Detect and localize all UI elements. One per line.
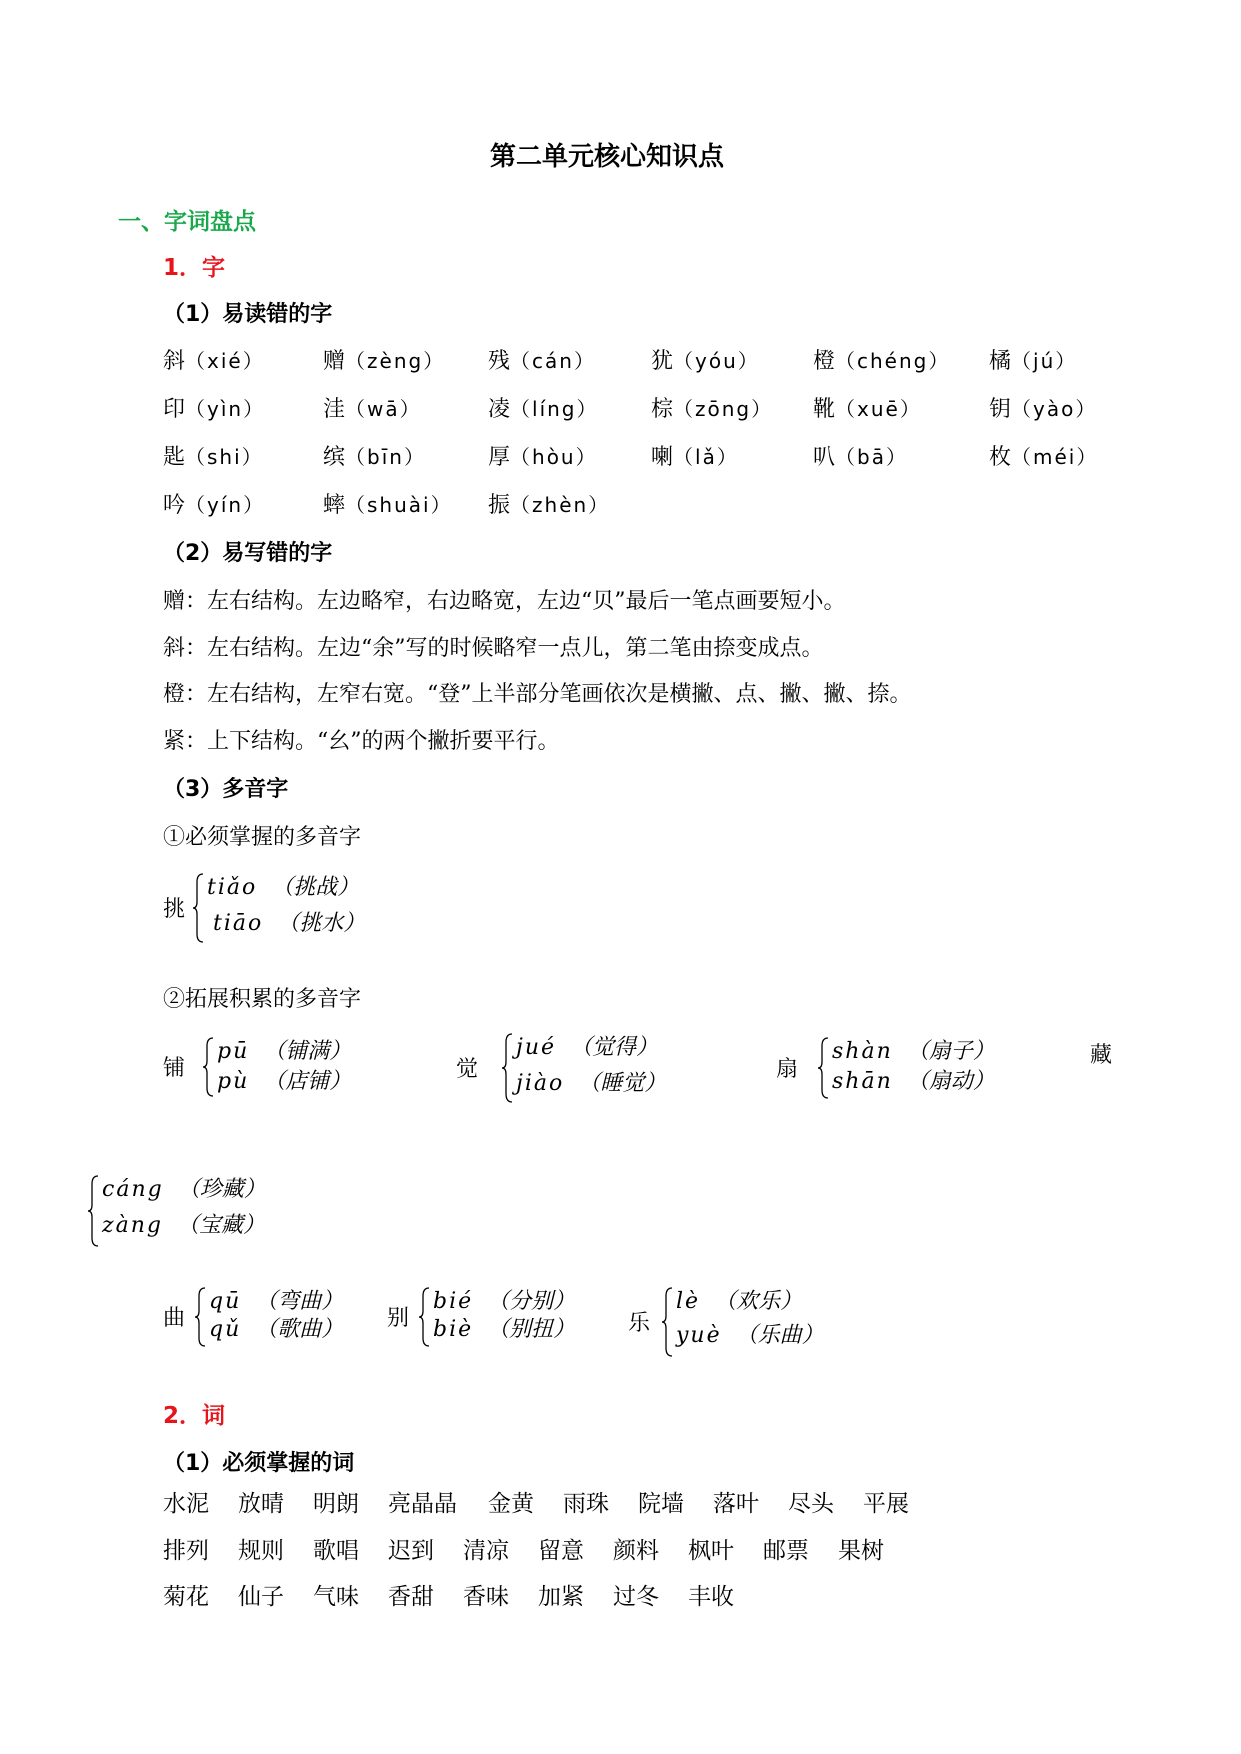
word-row bbox=[163, 1578, 763, 1611]
reading-pinyin: jiào bbox=[516, 1071, 565, 1096]
misread-char: 橘 bbox=[989, 349, 1012, 374]
misread-item bbox=[488, 482, 610, 529]
word-item: 平展 bbox=[863, 1491, 909, 1517]
misread-item bbox=[813, 386, 922, 433]
misread-pinyin: （bā） bbox=[835, 445, 908, 469]
polyphonic-reading bbox=[213, 906, 365, 937]
word-item: 规则 bbox=[238, 1538, 284, 1564]
misread-char: 钥 bbox=[989, 397, 1012, 422]
polyphonic-reading bbox=[102, 1208, 265, 1239]
reading-pinyin: yuè bbox=[676, 1323, 722, 1348]
word-item: 迟到 bbox=[388, 1538, 434, 1564]
word-item: 丰收 bbox=[688, 1584, 734, 1610]
misread-item bbox=[323, 386, 422, 433]
misread-item bbox=[813, 338, 950, 385]
misread-item bbox=[488, 338, 596, 385]
misread-char: 振 bbox=[488, 493, 511, 518]
polyphonic-char: 曲 bbox=[163, 1306, 186, 1331]
part-heading-words: 2．词 bbox=[163, 1403, 226, 1429]
sub-heading-must-words: （1）必须掌握的词 bbox=[163, 1451, 355, 1476]
misread-char: 缤 bbox=[323, 445, 346, 470]
brace-icon bbox=[195, 1286, 209, 1348]
reading-word: （扇子） bbox=[906, 1039, 995, 1064]
misread-pinyin: （yào） bbox=[1011, 397, 1098, 421]
word-item: 雨珠 bbox=[563, 1491, 609, 1517]
word-item: 颜料 bbox=[613, 1538, 659, 1564]
misread-pinyin: （shi） bbox=[185, 445, 264, 469]
misread-pinyin: （cán） bbox=[510, 349, 596, 373]
reading-word: （欢乐） bbox=[714, 1289, 803, 1314]
word-item: 菊花 bbox=[163, 1584, 209, 1610]
miswrite-line: 紧：上下结构。“幺”的两个撇折要平行。 bbox=[163, 729, 560, 754]
polyphonic-reading bbox=[209, 1284, 343, 1315]
word-item: 留意 bbox=[538, 1538, 584, 1564]
reading-pinyin: zàng bbox=[102, 1213, 163, 1238]
reading-pinyin: tiāo bbox=[213, 911, 264, 936]
polyphonic-reading bbox=[832, 1034, 995, 1065]
polyphonic-reading bbox=[516, 1066, 666, 1097]
word-item: 加紧 bbox=[538, 1584, 584, 1610]
polyphonic-reading bbox=[207, 870, 359, 901]
misread-item bbox=[323, 482, 453, 529]
misread-char: 残 bbox=[488, 349, 511, 374]
word-item: 亮晶晶 bbox=[388, 1491, 457, 1517]
misread-pinyin: （lǎ） bbox=[673, 445, 739, 469]
misread-item bbox=[323, 434, 426, 481]
misread-pinyin: （hòu） bbox=[510, 445, 598, 469]
misread-item bbox=[651, 338, 760, 385]
brace-icon bbox=[193, 872, 207, 944]
reading-word: （别扭） bbox=[487, 1317, 576, 1342]
misread-pinyin: （zōng） bbox=[673, 397, 774, 421]
misread-pinyin: （shuài） bbox=[345, 493, 453, 517]
misread-item bbox=[323, 338, 445, 385]
reading-pinyin: bié bbox=[433, 1289, 474, 1314]
polyphonic-reading bbox=[217, 1064, 351, 1095]
page-title: 第二单元核心知识点 bbox=[490, 142, 725, 172]
word-item: 排列 bbox=[163, 1538, 209, 1564]
sub-heading-polyphonic: （3）多音字 bbox=[163, 777, 289, 802]
misread-item bbox=[163, 386, 265, 433]
polyphonic-char: 觉 bbox=[456, 1057, 479, 1082]
polyphonic-reading bbox=[217, 1034, 351, 1065]
polyphonic-char: 藏 bbox=[1090, 1043, 1113, 1068]
reading-word: （珍藏） bbox=[177, 1177, 266, 1202]
sub-heading-miswrite: （2）易写错的字 bbox=[163, 541, 333, 566]
reading-pinyin: pù bbox=[217, 1069, 250, 1094]
misread-item bbox=[813, 434, 908, 481]
miswrite-line: 斜：左右结构。左边“余”写的时候略窄一点儿，第二笔由捺变成点。 bbox=[163, 636, 824, 661]
misread-item bbox=[163, 338, 265, 385]
reading-word: （弯曲） bbox=[255, 1289, 344, 1314]
misread-char: 橙 bbox=[813, 349, 836, 374]
polyphonic-reading bbox=[676, 1284, 802, 1315]
word-item: 过冬 bbox=[613, 1584, 659, 1610]
word-row bbox=[163, 1485, 938, 1518]
reading-word: （宝藏） bbox=[176, 1213, 265, 1238]
brace-icon bbox=[662, 1286, 676, 1358]
misread-char: 洼 bbox=[323, 397, 346, 422]
word-item: 香味 bbox=[463, 1584, 509, 1610]
reading-pinyin: qǔ bbox=[209, 1317, 242, 1342]
part-heading-characters: 1．字 bbox=[163, 255, 226, 281]
miswrite-line: 橙：左右结构，左窄右宽。“登”上半部分笔画依次是横撇、点、撇、撇、捺。 bbox=[163, 682, 912, 707]
reading-pinyin: shàn bbox=[832, 1039, 893, 1064]
misread-char: 蟀 bbox=[323, 493, 346, 518]
reading-word: （分别） bbox=[487, 1289, 576, 1314]
reading-pinyin: biè bbox=[433, 1317, 474, 1342]
polyphonic-reading bbox=[209, 1312, 343, 1343]
reading-pinyin: pū bbox=[217, 1039, 250, 1064]
reading-pinyin: tiǎo bbox=[207, 875, 258, 900]
reading-word: （乐曲） bbox=[735, 1323, 824, 1348]
misread-char: 吟 bbox=[163, 493, 186, 518]
polyphonic-reading bbox=[433, 1312, 575, 1343]
misread-pinyin: （yìn） bbox=[185, 397, 266, 421]
misread-pinyin: （yóu） bbox=[673, 349, 760, 373]
polyphonic-char: 挑 bbox=[163, 897, 186, 922]
word-item: 尽头 bbox=[788, 1491, 834, 1517]
word-item: 清凉 bbox=[463, 1538, 509, 1564]
word-item: 明朗 bbox=[313, 1491, 359, 1517]
word-item: 放晴 bbox=[238, 1491, 284, 1517]
reading-word: （扇动） bbox=[906, 1069, 995, 1094]
misread-char: 印 bbox=[163, 397, 186, 422]
misread-item bbox=[163, 482, 265, 529]
misread-char: 厚 bbox=[488, 445, 511, 470]
brace-icon bbox=[203, 1036, 217, 1098]
misread-char: 匙 bbox=[163, 445, 186, 470]
word-item: 金黄 bbox=[488, 1491, 534, 1517]
polyphonic-char: 乐 bbox=[628, 1311, 651, 1336]
reading-pinyin: jué bbox=[516, 1035, 557, 1060]
word-item: 歌唱 bbox=[313, 1538, 359, 1564]
word-item: 枫叶 bbox=[688, 1538, 734, 1564]
word-item: 果树 bbox=[838, 1538, 884, 1564]
reading-word: （睡觉） bbox=[578, 1071, 667, 1096]
misread-item bbox=[488, 434, 598, 481]
misread-pinyin: （wā） bbox=[345, 397, 422, 421]
must-polyphonic-label: ①必须掌握的多音字 bbox=[163, 825, 362, 850]
reading-pinyin: shān bbox=[832, 1069, 893, 1094]
reading-pinyin: qū bbox=[209, 1289, 242, 1314]
word-item: 仙子 bbox=[238, 1584, 284, 1610]
misread-pinyin: （bīn） bbox=[345, 445, 426, 469]
reading-word: （挑战） bbox=[271, 875, 360, 900]
polyphonic-reading bbox=[676, 1318, 824, 1349]
misread-char: 凌 bbox=[488, 397, 511, 422]
word-item: 邮票 bbox=[763, 1538, 809, 1564]
reading-word: （挑水） bbox=[277, 911, 366, 936]
miswrite-line: 赠：左右结构。左边略窄，右边略宽，左边“贝”最后一笔点画要短小。 bbox=[163, 589, 846, 614]
reading-word: （铺满） bbox=[263, 1039, 352, 1064]
reading-pinyin: lè bbox=[676, 1289, 701, 1314]
ext-polyphonic-label: ②拓展积累的多音字 bbox=[163, 987, 362, 1012]
brace-icon bbox=[818, 1036, 832, 1100]
misread-item bbox=[163, 434, 264, 481]
misread-pinyin: （méi） bbox=[1011, 445, 1099, 469]
misread-pinyin: （xié） bbox=[185, 349, 265, 373]
misread-char: 靴 bbox=[813, 397, 836, 422]
polyphonic-reading bbox=[433, 1284, 575, 1315]
misread-pinyin: （zèng） bbox=[345, 349, 446, 373]
misread-item bbox=[651, 386, 773, 433]
misread-item bbox=[651, 434, 739, 481]
word-item: 落叶 bbox=[713, 1491, 759, 1517]
polyphonic-char: 扇 bbox=[776, 1057, 799, 1082]
misread-char: 喇 bbox=[651, 445, 674, 470]
misread-pinyin: （chéng） bbox=[835, 349, 951, 373]
misread-item bbox=[989, 386, 1097, 433]
reading-word: （觉得） bbox=[570, 1035, 659, 1060]
brace-icon bbox=[88, 1174, 102, 1248]
word-row bbox=[163, 1532, 913, 1565]
misread-char: 叭 bbox=[813, 445, 836, 470]
misread-item bbox=[488, 386, 599, 433]
polyphonic-reading bbox=[102, 1172, 266, 1203]
reading-word: （歌曲） bbox=[255, 1317, 344, 1342]
word-item: 香甜 bbox=[388, 1584, 434, 1610]
brace-icon bbox=[419, 1286, 433, 1348]
word-item: 院墙 bbox=[638, 1491, 684, 1517]
polyphonic-char: 别 bbox=[387, 1306, 410, 1331]
misread-pinyin: （zhèn） bbox=[510, 493, 611, 517]
misread-char: 棕 bbox=[651, 397, 674, 422]
sub-heading-misread: （1）易读错的字 bbox=[163, 302, 333, 327]
polyphonic-reading bbox=[516, 1030, 658, 1061]
reading-pinyin: cáng bbox=[102, 1177, 164, 1202]
misread-char: 斜 bbox=[163, 349, 186, 374]
misread-item bbox=[989, 338, 1077, 385]
misread-pinyin: （líng） bbox=[510, 397, 599, 421]
reading-word: （店铺） bbox=[263, 1069, 352, 1094]
word-item: 水泥 bbox=[163, 1491, 209, 1517]
polyphonic-reading bbox=[832, 1064, 995, 1095]
misread-char: 犹 bbox=[651, 349, 674, 374]
section-heading-words: 一、字词盘点 bbox=[118, 209, 256, 235]
misread-item bbox=[989, 434, 1098, 481]
misread-pinyin: （jú） bbox=[1011, 349, 1078, 373]
word-item: 气味 bbox=[313, 1584, 359, 1610]
misread-char: 枚 bbox=[989, 445, 1012, 470]
misread-pinyin: （yín） bbox=[185, 493, 266, 517]
misread-pinyin: （xuē） bbox=[835, 397, 922, 421]
brace-icon bbox=[502, 1032, 516, 1104]
polyphonic-char: 铺 bbox=[163, 1056, 186, 1081]
misread-char: 赠 bbox=[323, 349, 346, 374]
